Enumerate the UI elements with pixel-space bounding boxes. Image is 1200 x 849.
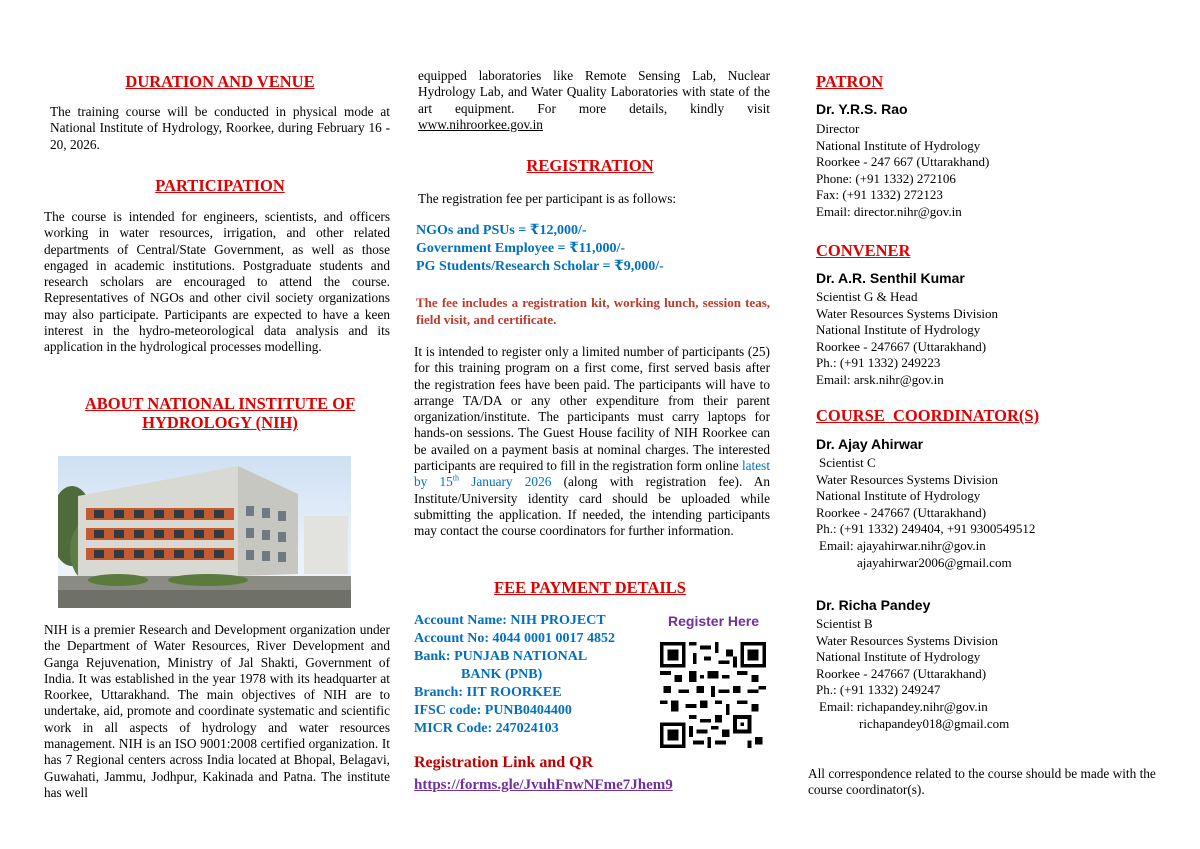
convener-line: Ph.: (+91 1332) 249223 [816,355,941,371]
convener-line: Water Resources Systems Division [816,305,999,321]
convener-line: Roorkee - 247667 (Uttarakhand) [816,338,987,354]
deadline-b: January 2026 [471,474,552,490]
nih-website-link[interactable]: www.nihroorkee.gov.in [418,116,543,132]
fee-ngo-psu: NGOs and PSUs = ₹12,000/- [416,223,587,238]
fee-intro: The registration fee per participant is as follows: [418,191,677,206]
coordinator1-name: Dr. Ajay Ahirwar [816,436,924,452]
register-here-label: Register Here [668,613,760,629]
coordinator1-line: National Institute of Hydrology [816,488,981,504]
deadline-a: latest by 15 [414,458,771,490]
labs-text-body: equipped laboratories like Remote Sensing Lab, Nuclear Hydrology Lab, and Water Quality Laboratories with state of the art equipment. For more details, kindly visit [418,68,770,116]
coordinator1-email-alt: ajayahirwar2006@gmail.com [857,554,1012,570]
nih-building-photo [58,456,351,608]
convener-line: National Institute of Hydrology [816,322,981,338]
correspondence-note: All correspondence related to the course should be made with the course coordinator(s). [808,766,1156,798]
fee-inclusion-note: The fee includes a registration kit, working lunch, session teas, field visit, and certificate. [416,295,770,327]
patron-details [816,121,1176,221]
bank-micr: MICR Code: 247024103 [414,721,559,736]
registration-link-label: Registration Link and QR [414,754,594,771]
coordinator-heading: COURSE COORDINATOR(S) [816,406,1040,425]
coordinator2-line: Roorkee - 247667 (Uttarakhand) [816,665,987,681]
registration-qr-code[interactable] [660,640,766,750]
labs-text [418,68,770,133]
bank-account-no: Account No: 4044 0001 0017 4852 [414,631,616,646]
patron-line: National Institute of Hydrology [816,137,981,153]
participation-text: The course is intended for engineers, scientists, and officers working in water resources, irrigation, and other related departments of Central/State Government, as well as those engaged in academic institutions. Postgraduate students and research scholars are encouraged to attend the course. Representatives of NGOs and other civil society organizations may also participate. Participants are expected to have a keen interest in the hydro-meteorological data analysis and its application in the hydrological processes modelling. [44,209,390,355]
duration-text: The training course will be conducted in physical mode at National Institute of Hydrology, Roorkee, during February 16 - 20, 2026. [50,104,390,152]
patron-line: Fax: (+91 1332) 272123 [816,187,943,203]
fee-government: Government Employee = ₹11,000/- [416,241,626,256]
coordinator1-line: Roorkee - 247667 (Uttarakhand) [816,504,987,520]
bank-name-cont: BANK (PNB) [461,667,543,682]
duration-heading: DURATION AND VENUE [125,72,315,91]
fee-students: PG Students/Research Scholar = ₹9,000/- [416,259,664,274]
coordinator1-details [816,455,1176,571]
patron-email: Email: director.nihr@gov.in [816,203,962,219]
patron-line: Director [816,121,860,136]
registration-text-2: (along with registration fee). An Institute/University identity card should be uploaded while submitting the application. If needed, the intending participants may contact the course coordinators for further information. [414,474,771,539]
coordinator2-line: Ph.: (+91 1332) 249247 [816,682,941,698]
registration-form-link[interactable]: https://forms.gle/JvuhFnwNFme7Jhem9 [414,777,673,793]
registration-text [414,344,770,540]
about-heading-line-1: ABOUT NATIONAL INSTITUTE OF [84,394,356,413]
convener-name: Dr. A.R. Senthil Kumar [816,270,965,286]
coordinator1-line: Scientist C [819,455,876,470]
patron-heading: PATRON [816,72,884,91]
deadline-sup: th [452,473,460,483]
bank-branch: Branch: IIT ROORKEE [414,685,562,700]
convener-email: Email: arsk.nihr@gov.in [816,371,944,387]
about-nih-text: NIH is a premier Research and Development organization under the Department of Water Resources, River Development and Ganga Rejuvenation, Ministry of Jal Shakti, Government of India. It was established in the year 1978 with its headquarter at Roorkee, Uttarakhand. The main objectives of NIH are to undertake, aid, promote and coordinate systematic and scientific work in all aspects of hydrology and water resources management. NIH is an ISO 9001:2008 certified organization. It has 7 Regional centers across India located at Bhopal, Belagavi, Guwahati, Jammu, Jodhpur, Kakinada and Patna. The institute has well [44,622,390,800]
convener-heading: CONVENER [816,241,911,260]
registration-heading: REGISTRATION [526,156,654,175]
participation-heading: PARTICIPATION [155,176,285,195]
coordinator2-email: Email: richapandey.nihr@gov.in [819,698,988,714]
coordinator1-line: Ph.: (+91 1332) 249404, +91 9300549512 [816,521,1036,537]
coordinator1-email: Email: ajayahirwar.nihr@gov.in [819,537,986,553]
coordinator2-line: National Institute of Hydrology [816,649,981,665]
coordinator2-details [816,616,1176,732]
patron-line: Phone: (+91 1332) 272106 [816,170,956,186]
bank-ifsc: IFSC code: PUNB0404400 [414,703,572,718]
patron-line: Roorkee - 247 667 (Uttarakhand) [816,154,990,170]
coordinator2-name: Dr. Richa Pandey [816,597,931,613]
coordinator2-email-alt: richapandey018@gmail.com [859,715,1010,731]
coordinator2-line: Scientist B [816,616,873,631]
bank-account-name: Account Name: NIH PROJECT [414,613,606,628]
bank-name: Bank: PUNJAB NATIONAL [414,649,588,664]
convener-details [816,289,1176,389]
about-heading-line-2: HYDROLOGY (NIH) [142,413,298,432]
coordinator1-line: Water Resources Systems Division [816,471,999,487]
convener-line: Scientist G & Head [816,289,918,304]
registration-text-1: It is intended to register only a limited number of participants (25) for this training program on a first come, first served basis after the registration fees have been paid. The participants will have to arrange TA/DA or any other expenditure from their parent organization/institute. The participants must carry laptops for hands-on sessions. The Guest House facility of NIH Roorkee can be availed on a payment basis at nominal charges. The interested participants are required to fill in the registration form online [414,344,770,474]
patron-name: Dr. Y.R.S. Rao [816,101,908,117]
coordinator2-line: Water Resources Systems Division [816,632,999,648]
fee-payment-heading: FEE PAYMENT DETAILS [494,578,686,597]
